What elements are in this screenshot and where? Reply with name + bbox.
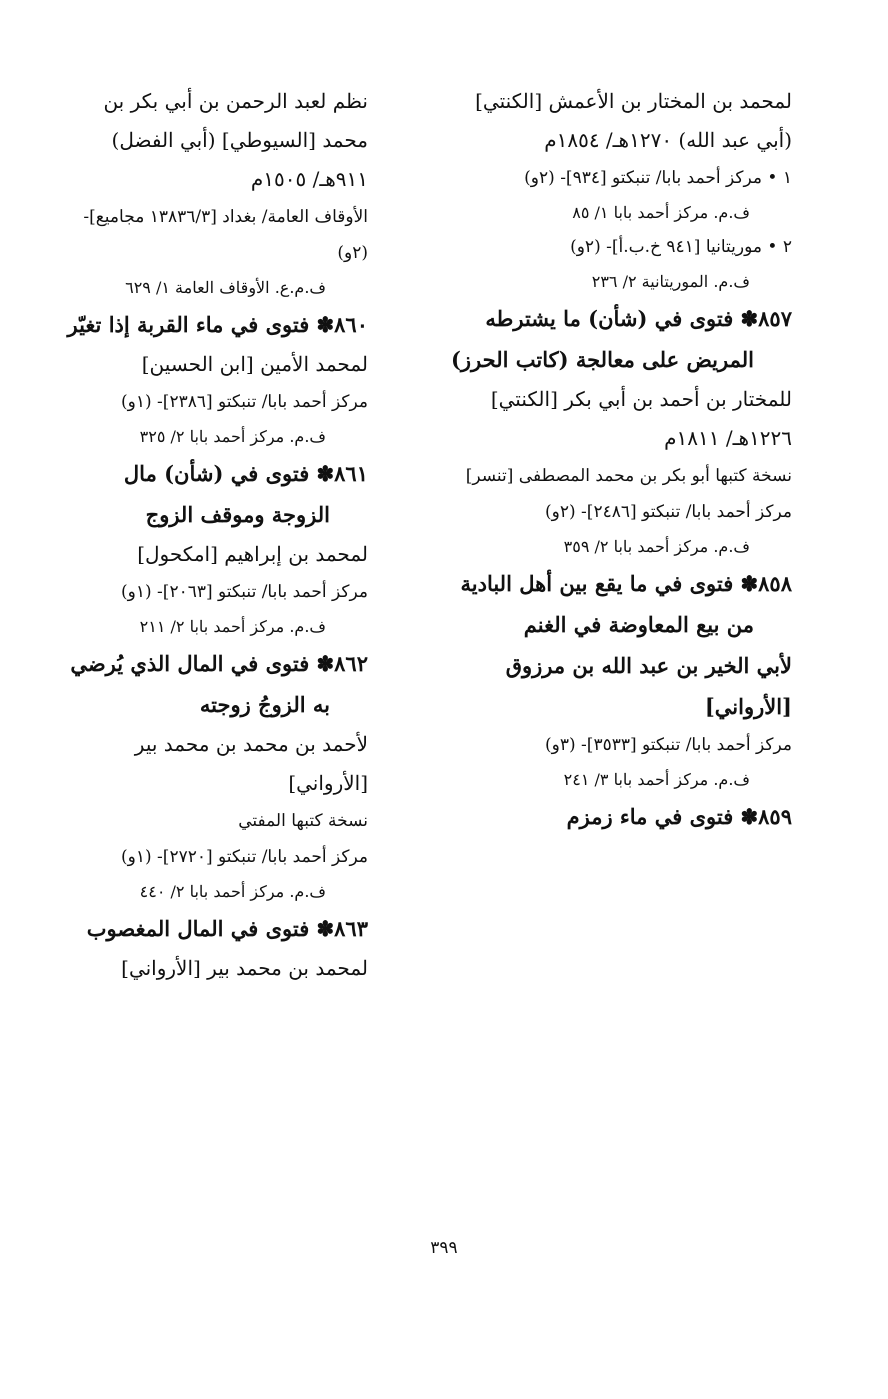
- entry-title: ٨٦١✽ فتوى في (شأن) مال الزوجة وموقف الزوج: [123, 461, 368, 527]
- location-line: مركز أحمد بابا/ تنبكتو [٢٣٨٦]- (١و): [121, 392, 368, 412]
- entry-title: ٨٦٢✽ فتوى في المال الذي يُرضي به الزوجُ زوجته: [70, 651, 368, 717]
- copy-note: نسخة كتبها أبو بكر بن محمد المصطفى [تنسر]: [465, 466, 792, 486]
- reference-line: ف.م. مركز أحمد بابا ٢/ ٣٢٥: [139, 427, 326, 446]
- location-line: الأوقاف العامة/ بغداد [١٣٨٣٦/٣ مجاميع]- (٢و): [83, 207, 368, 263]
- location-line: ١ • مركز أحمد بابا/ تنبكتو [٩٣٤]- (٢و): [524, 168, 792, 188]
- entry-title: ٨٥٧✽ فتوى في (شأن) ما يشترطه المريض على معالجة (كاتب الحرز): [450, 306, 792, 372]
- author-line: لأحمد بن محمد بن محمد بير [الأرواني]: [134, 732, 368, 795]
- location-line: مركز أحمد بابا/ تنبكتو [٣٥٣٣]- (٣و): [545, 735, 792, 755]
- left-column: [62, 82, 368, 988]
- right-column: [444, 82, 792, 837]
- author-line: لمحمد بن إبراهيم [امكحول]: [137, 542, 368, 566]
- author-line: لأبي الخير بن عبد الله بن مرزوق [الأرواني]: [505, 653, 792, 719]
- entry-title: ٨٦٠✽ فتوى في ماء القربة إذا تغيّر: [67, 312, 368, 337]
- entry-title: ٨٦٣✽ فتوى في المال المغصوب: [86, 916, 368, 941]
- reference-line: ف.م. مركز أحمد بابا ٢/ ٤٤٠: [139, 882, 326, 901]
- page-number: ٣٩٩: [430, 1238, 458, 1258]
- reference-line: ف.م. مركز أحمد بابا ٢/ ٢١١: [139, 617, 326, 636]
- author-line: نظم لعبد الرحمن بن أبي بكر بن محمد [السيوطي] (أبي الفضل) ٩١١هـ/ ١٥٠٥م: [103, 89, 368, 191]
- author-line: للمختار بن أحمد بن أبي بكر [الكنتي] ١٢٢٦هـ/ ١٨١١م: [490, 387, 792, 450]
- entry-title: ٨٥٩✽ فتوى في ماء زمزم: [566, 804, 792, 829]
- reference-line: ف.م. مركز أحمد بابا ١/ ٨٥: [572, 203, 750, 222]
- copy-note: نسخة كتبها المفتي: [238, 811, 368, 831]
- location-line: مركز أحمد بابا/ تنبكتو [٢٤٨٦]- (٢و): [545, 502, 792, 522]
- location-line: مركز أحمد بابا/ تنبكتو [٢٧٢٠]- (١و): [121, 847, 368, 867]
- reference-line: ف.م. مركز أحمد بابا ٢/ ٣٥٩: [563, 537, 750, 556]
- author-line: لمحمد بن محمد بير [الأرواني]: [121, 956, 368, 980]
- entry-title: ٨٥٨✽ فتوى في ما يقع بين أهل البادية من بيع المعاوضة في الغنم: [460, 571, 792, 637]
- reference-line: ف.م. مركز أحمد بابا ٣/ ٢٤١: [563, 770, 750, 789]
- reference-line: ف.م.ع. الأوقاف العامة ١/ ٦٢٩: [125, 278, 326, 297]
- location-line: مركز أحمد بابا/ تنبكتو [٢٠٦٣]- (١و): [121, 582, 368, 602]
- location-line: ٢ • موريتانيا [٩٤١ خ.ب.أ]- (٢و): [570, 237, 792, 257]
- author-line: لمحمد الأمين [ابن الحسين]: [141, 352, 368, 376]
- reference-line: ف.م. الموريتانية ٢/ ٢٣٦: [591, 272, 750, 291]
- author-line: لمحمد بن المختار بن الأعمش [الكنتي] (أبي عبد الله) ١٢٧٠هـ/ ١٨٥٤م: [475, 89, 792, 152]
